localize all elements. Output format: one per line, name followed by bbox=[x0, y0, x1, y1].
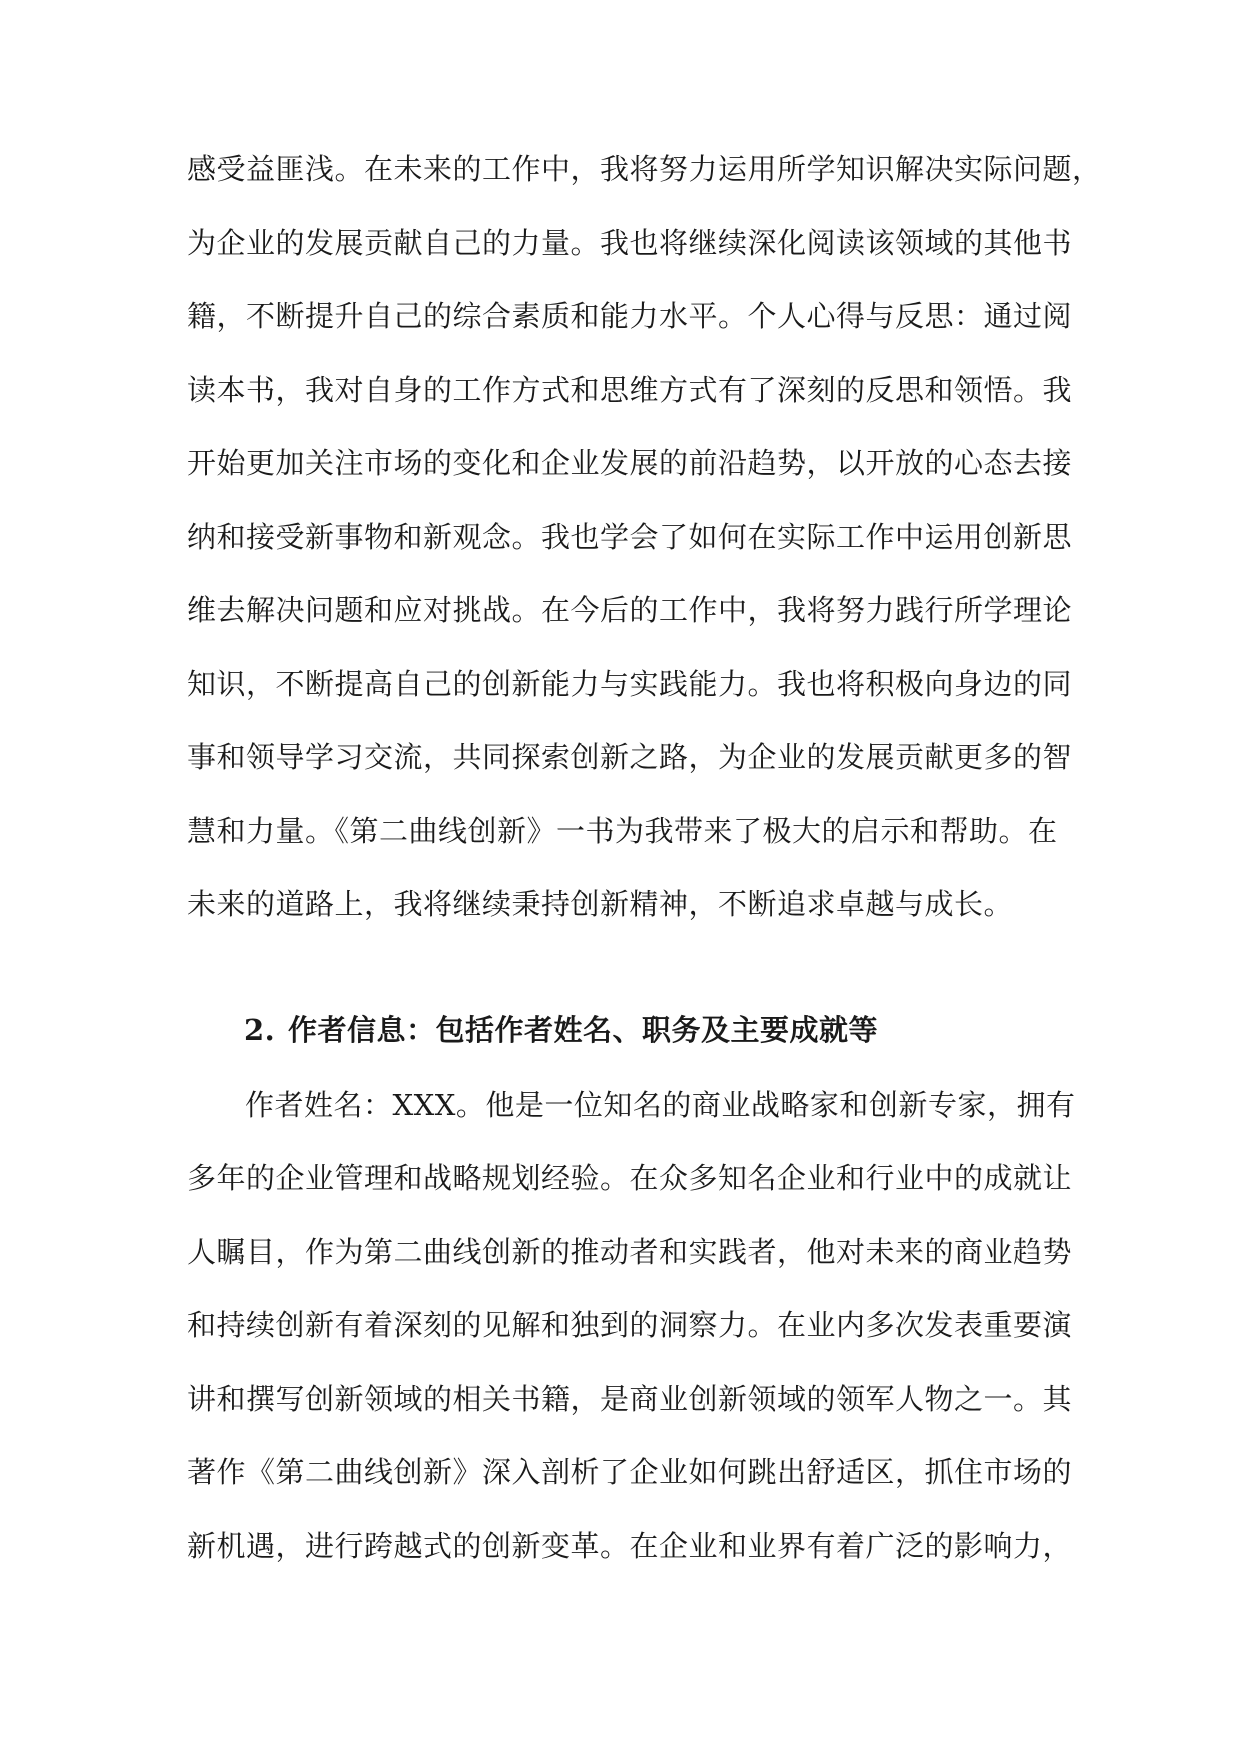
section-spacer bbox=[187, 954, 1057, 1006]
paragraph-reflection bbox=[187, 145, 1102, 954]
text-line: 读本书，我对自身的工作方式和思维方式有了深刻的反思和领悟。我 bbox=[187, 372, 1073, 407]
text-line: 慧和力量。《第二曲线创新》一书为我带来了极大的启示和帮助。在 bbox=[187, 813, 1058, 848]
text-line: 著作《第二曲线创新》深入剖析了企业如何跳出舒适区，抓住市场的 bbox=[187, 1455, 1073, 1489]
text-line: 籍，不断提升自己的综合素质和能力水平。个人心得与反思：通过阅 bbox=[187, 299, 1073, 333]
text-line: 纳和接受新事物和新观念。我也学会了如何在实际工作中运用创新思 bbox=[187, 519, 1073, 554]
text-line: 事和领导学习交流，共同探索创新之路，为企业的发展贡献更多的智 bbox=[187, 740, 1073, 774]
text-line: 新机遇，进行跨越式的创新变革。在企业和业界有着广泛的影响力， bbox=[187, 1528, 1073, 1563]
section-title: 作者信息：包括作者姓名、职务及主要成就等 bbox=[288, 1012, 879, 1047]
text-line: 未来的道路上，我将继续秉持创新精神，不断追求卓越与成长。 bbox=[187, 887, 1014, 921]
text-line: 多年的企业管理和战略规划经验。在众多知名企业和行业中的成就让 bbox=[187, 1161, 1073, 1195]
text-line: 和持续创新有着深刻的见解和独到的洞察力。在业内多次发表重要演 bbox=[187, 1308, 1073, 1342]
text-line: 人瞩目，作为第二曲线创新的推动者和实践者，他对未来的商业趋势 bbox=[187, 1234, 1073, 1269]
text-line: 为企业的发展贡献自己的力量。我也将继续深化阅读该领域的其他书 bbox=[187, 225, 1073, 260]
section-number: 2. bbox=[244, 1012, 276, 1047]
text-line: 作者姓名：XXX。他是一位知名的商业战略家和创新专家，拥有 bbox=[245, 1087, 1076, 1122]
text-line: 维去解决问题和应对挑战。在今后的工作中，我将努力践行所学理论 bbox=[187, 593, 1073, 627]
paragraph-author-info bbox=[187, 1081, 1076, 1596]
text-line: 知识，不断提高自己的创新能力与实践能力。我也将积极向身边的同 bbox=[187, 666, 1073, 701]
text-line: 讲和撰写创新领域的相关书籍，是商业创新领域的领军人物之一。其 bbox=[187, 1381, 1073, 1416]
section-heading bbox=[187, 1006, 1057, 1081]
text-line: 感受益匪浅。在未来的工作中，我将努力运用所学知识解决实际问题， bbox=[187, 152, 1102, 186]
text-line: 开始更加关注市场的变化和企业发展的前沿趋势，以开放的心态去接 bbox=[187, 446, 1073, 480]
document-page bbox=[187, 145, 1102, 1595]
